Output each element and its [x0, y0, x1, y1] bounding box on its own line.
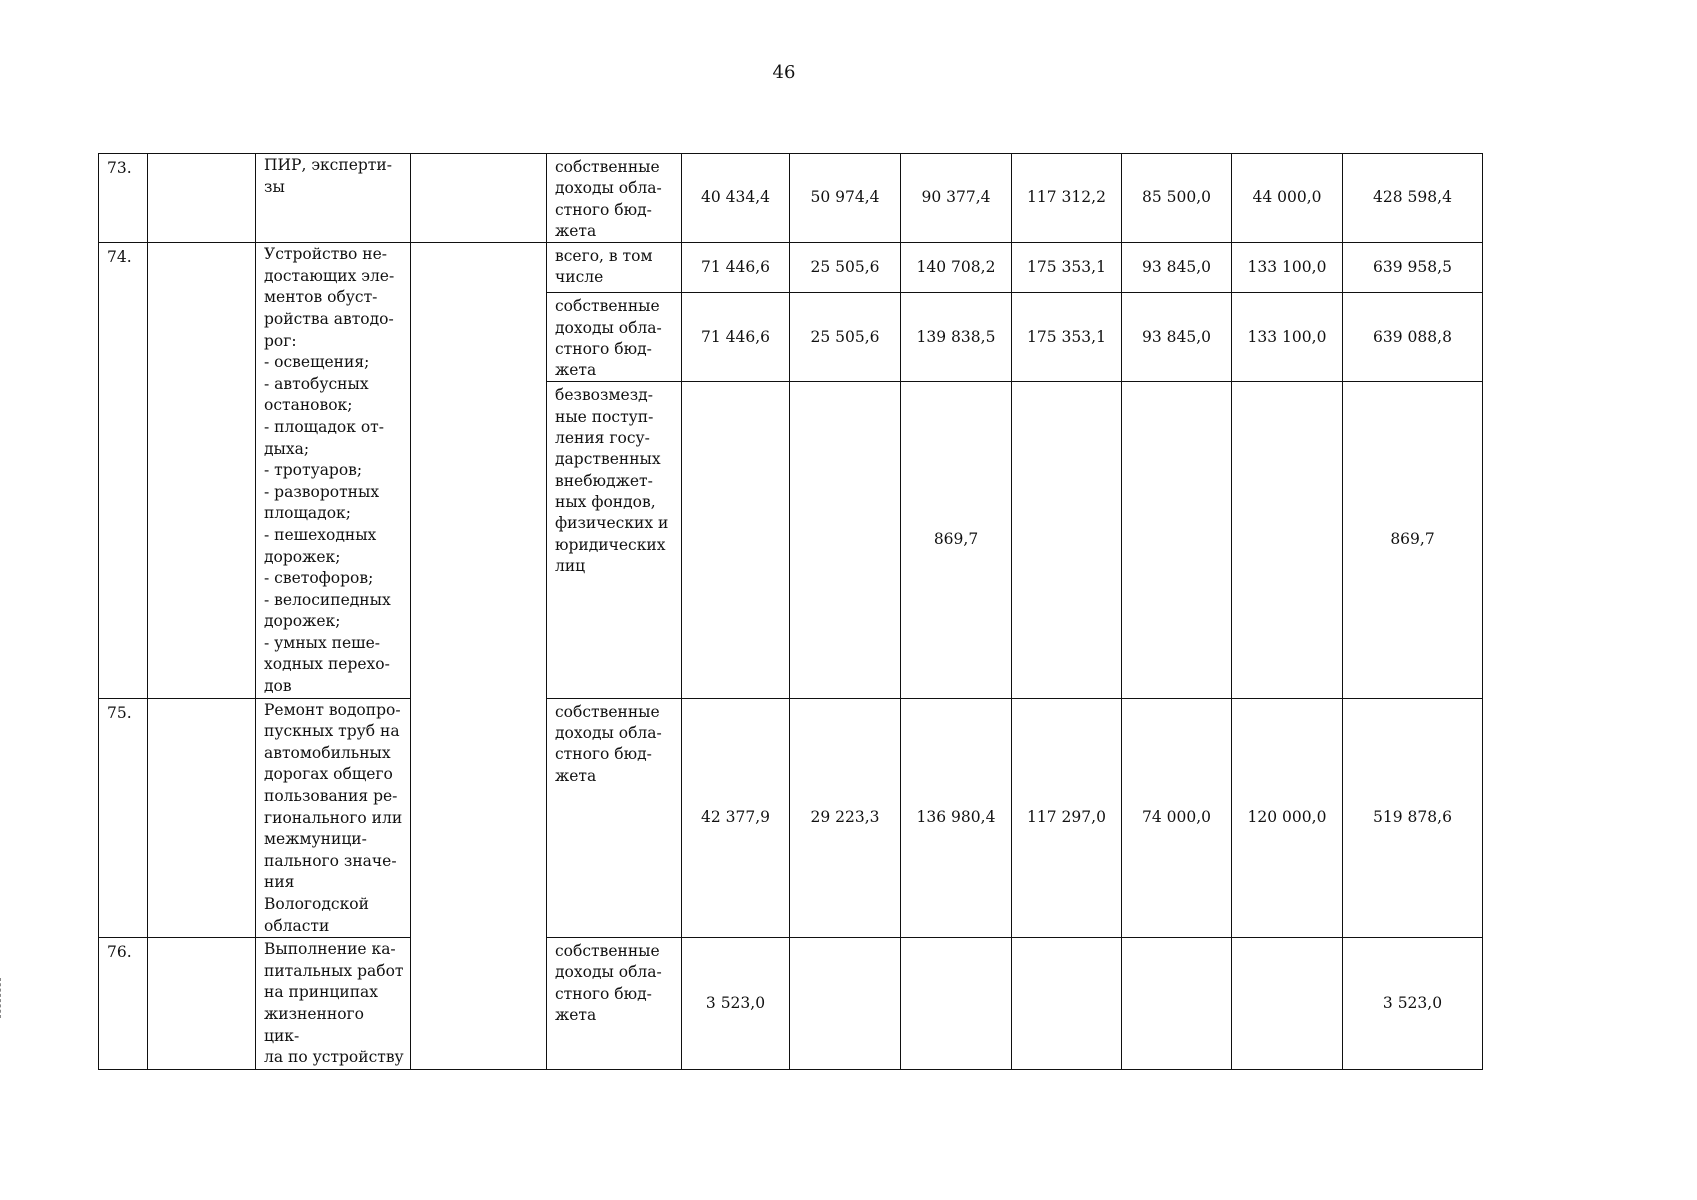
table-body: [99, 154, 1483, 1070]
budget-table: [98, 153, 1483, 1070]
total-value: 428 598,4: [1343, 154, 1483, 243]
year-value: 44 000,0: [1232, 154, 1343, 243]
year-value: 175 353,1: [1012, 243, 1122, 293]
funding-source: собственные доходы обла- стного бюд- жета: [547, 938, 682, 1070]
row-number: 76.: [99, 938, 148, 1070]
year-value: 40 434,4: [682, 154, 790, 243]
year-value: 117 297,0: [1012, 698, 1122, 938]
total-value: 639 958,5: [1343, 243, 1483, 293]
binding-marks: [0, 978, 7, 1018]
year-value: 133 100,0: [1232, 243, 1343, 293]
year-value: 140 708,2: [901, 243, 1012, 293]
table-row: [99, 154, 1483, 243]
year-value: 29 223,3: [790, 698, 901, 938]
year-value: [1122, 382, 1232, 698]
year-value: 117 312,2: [1012, 154, 1122, 243]
blank-cell: [148, 243, 256, 698]
row-number: 73.: [99, 154, 148, 243]
year-value: 71 446,6: [682, 293, 790, 382]
row-number: 75.: [99, 698, 148, 938]
year-value: [1232, 938, 1343, 1070]
funding-source: собственные доходы обла- стного бюд- жета: [547, 698, 682, 938]
year-value: 90 377,4: [901, 154, 1012, 243]
executor-cell: [411, 243, 547, 1070]
blank-cell: [148, 154, 256, 243]
measure-name: Устройство не- достающих эле- ментов обуст- ройства автодо- рог: - освещения; - автобусных остановок; - площадок от- дыха; - тротуаров; - разворотных площадок; - пешеходных дорожек; - светофоров; - велосипедных дорожек; - умных пеше- ходных перехо- дов: [256, 243, 411, 698]
funding-source: безвозмезд- ные поступ- ления госу- дарственных внебюджет- ных фондов, физических и юридических лиц: [547, 382, 682, 698]
executor-cell: [411, 154, 547, 243]
year-value: 175 353,1: [1012, 293, 1122, 382]
year-value: 25 505,6: [790, 293, 901, 382]
blank-cell: [148, 698, 256, 938]
year-value: [1012, 938, 1122, 1070]
funding-source: собственные доходы обла- стного бюд- жета: [547, 154, 682, 243]
page-number: 46: [772, 62, 796, 83]
table-row: [99, 938, 1483, 1070]
total-value: 3 523,0: [1343, 938, 1483, 1070]
year-value: 42 377,9: [682, 698, 790, 938]
year-value: 3 523,0: [682, 938, 790, 1070]
year-value: 85 500,0: [1122, 154, 1232, 243]
year-value: [901, 938, 1012, 1070]
total-value: 639 088,8: [1343, 293, 1483, 382]
year-value: 869,7: [901, 382, 1012, 698]
funding-source: собственные доходы обла- стного бюд- жета: [547, 293, 682, 382]
year-value: [1012, 382, 1122, 698]
table-row: [99, 243, 1483, 293]
year-value: [682, 382, 790, 698]
blank-cell: [148, 938, 256, 1070]
year-value: 133 100,0: [1232, 293, 1343, 382]
year-value: 93 845,0: [1122, 293, 1232, 382]
year-value: [790, 382, 901, 698]
year-value: 136 980,4: [901, 698, 1012, 938]
row-number: 74.: [99, 243, 148, 698]
measure-name: Выполнение ка- питальных работ на принципах жизненного цик- ла по устройству: [256, 938, 411, 1070]
measure-name: Ремонт водопро- пускных труб на автомобильных дорогах общего пользования ре- гионального или межмуници- пального значе- ния Вологодской области: [256, 698, 411, 938]
year-value: 93 845,0: [1122, 243, 1232, 293]
year-value: 74 000,0: [1122, 698, 1232, 938]
year-value: 25 505,6: [790, 243, 901, 293]
measure-name: ПИР, эксперти- зы: [256, 154, 411, 243]
year-value: [1122, 938, 1232, 1070]
year-value: 139 838,5: [901, 293, 1012, 382]
year-value: 71 446,6: [682, 243, 790, 293]
year-value: [1232, 382, 1343, 698]
total-value: 869,7: [1343, 382, 1483, 698]
total-value: 519 878,6: [1343, 698, 1483, 938]
year-value: 50 974,4: [790, 154, 901, 243]
year-value: 120 000,0: [1232, 698, 1343, 938]
table-row: [99, 698, 1483, 938]
year-value: [790, 938, 901, 1070]
funding-source: всего, в том числе: [547, 243, 682, 293]
